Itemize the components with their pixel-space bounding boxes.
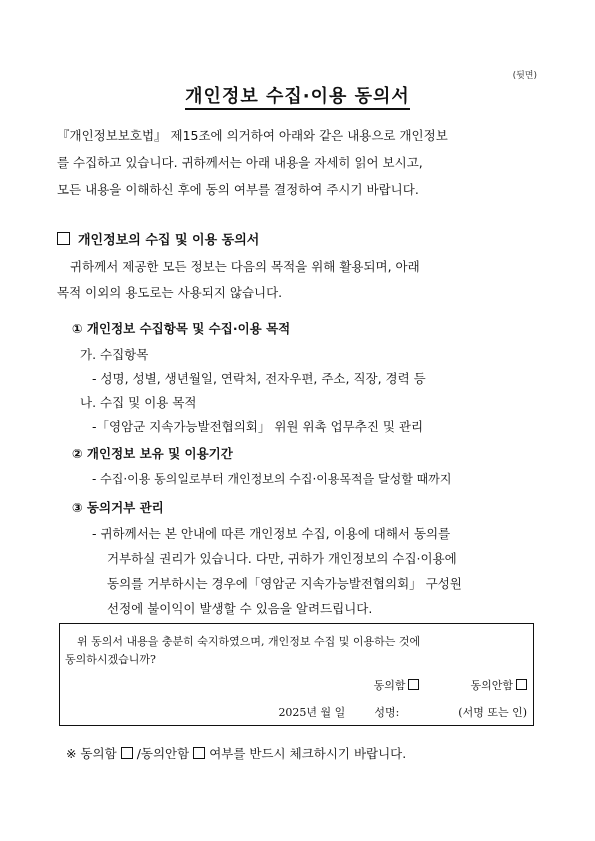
footer-agree-text: ※ 동의함: [66, 746, 117, 761]
item3-line: 동의를 거부하시는 경우에「영암군 지속가능발전협의회」 구성원: [107, 576, 462, 591]
item3-line: 선정에 불이익이 발생할 수 있음을 알려드립니다.: [107, 601, 373, 616]
consent-box: [59, 623, 534, 726]
item1-a-value: - 성명, 성별, 생년월일, 연락처, 전자우편, 주소, 직장, 경력 등: [92, 371, 426, 386]
back-side-label: (뒷면): [512, 71, 537, 81]
footer-agree-checkbox[interactable]: [121, 747, 133, 759]
item1-a-label: 가. 수집항목: [80, 347, 149, 362]
intro-line: 모든 내용을 이해하신 후에 동의 여부를 결정하여 주시기 바랍니다.: [57, 182, 419, 197]
consent-question-line: 동의하시겠습니까?: [65, 653, 156, 666]
document-title-text: 개인정보 수집·이용 동의서: [185, 86, 410, 110]
item3-line: - 귀하께서는 본 안내에 따른 개인정보 수집, 이용에 대해서 동의를: [92, 526, 451, 541]
signature-line: [278, 704, 527, 720]
signature-label: 성명:: [374, 706, 400, 719]
footer-disagree-text: /동의안함: [136, 746, 190, 761]
item1-b-label: 나. 수집 및 이용 목적: [80, 395, 197, 410]
consent-options: [374, 677, 527, 693]
consent-question: [65, 633, 420, 669]
item2-value: - 수집·이용 동의일로부터 개인정보의 수집·이용목적을 달성할 때까지: [92, 472, 452, 486]
section-heading: [57, 229, 259, 248]
section-desc-line: 목적 이외의 용도로는 사용되지 않습니다.: [57, 285, 283, 300]
item1-heading: ① 개인정보 수집항목 및 수집·이용 목적: [72, 321, 291, 336]
section-box-icon: [57, 232, 70, 245]
item2-heading: ② 개인정보 보유 및 이용기간: [72, 446, 233, 461]
intro-line: 『개인정보보호법』 제15조에 의거하여 아래와 같은 내용으로 개인정보: [57, 128, 448, 143]
agree-label: 동의함: [373, 679, 406, 692]
item3-line: 거부하실 권리가 있습니다. 다만, 귀하가 개인정보의 수집·이용에: [107, 551, 457, 566]
consent-question-line: 위 동의서 내용을 충분히 숙지하였으며, 개인정보 수집 및 이용하는 것에: [77, 635, 421, 648]
footer-disagree-checkbox[interactable]: [193, 747, 205, 759]
intro-paragraph: [57, 122, 543, 203]
document-title: [0, 82, 595, 108]
footer-instruction: 여부를 반드시 체크하시기 바랍니다.: [209, 746, 407, 761]
disagree-checkbox[interactable]: [516, 679, 527, 690]
signature-field[interactable]: (서명 또는 인): [458, 706, 527, 719]
item3-heading: ③ 동의거부 관리: [72, 500, 164, 515]
intro-line: 를 수집하고 있습니다. 귀하께서는 아래 내용을 자세히 읽어 보시고,: [57, 155, 423, 170]
footer-note: [66, 744, 406, 762]
section-heading-text: 개인정보의 수집 및 이용 동의서: [78, 233, 260, 248]
agree-checkbox[interactable]: [408, 679, 419, 690]
item1-b-value: -「영암군 지속가능발전협의회」 위원 위촉 업무추진 및 관리: [92, 419, 424, 434]
section-description: [57, 254, 420, 306]
section-desc-line: 귀하께서 제공한 모든 정보는 다음의 목적을 위해 활용되며, 아래: [70, 259, 420, 274]
date-field[interactable]: 2025년 월 일: [278, 706, 346, 719]
disagree-label: 동의안함: [470, 679, 513, 692]
